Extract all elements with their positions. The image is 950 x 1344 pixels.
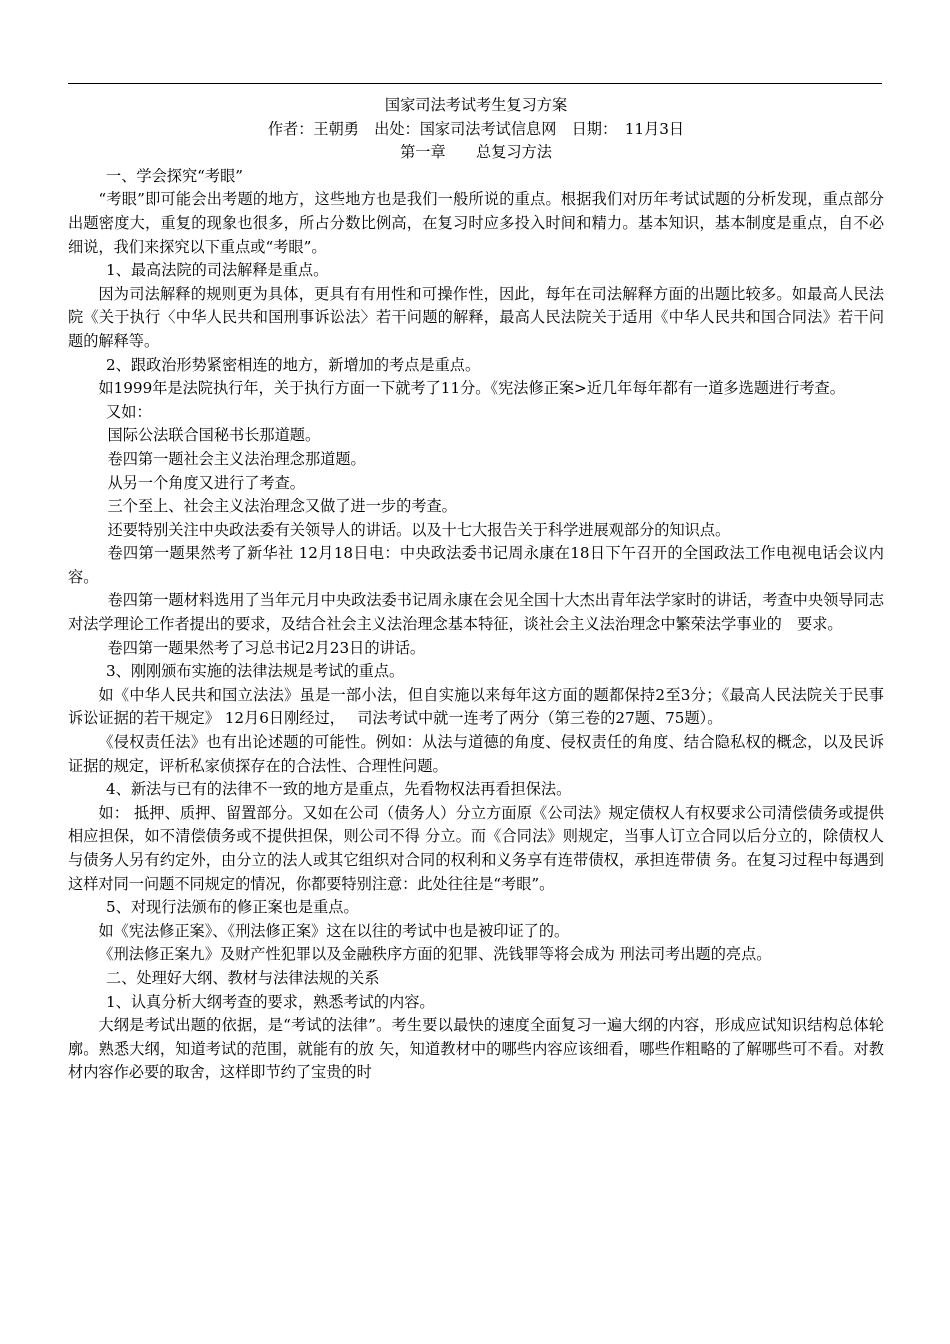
subheading: 2、跟政治形势紧密相连的地方，新增加的考点是重点。 [106, 355, 481, 374]
paragraph: 三个至上、社会主义法治理念又做了进一步的考查。 [107, 497, 457, 516]
paragraph: 国际公法联合国秘书长那道题。 [107, 426, 321, 445]
paragraph: 从另一个角度又进行了考查。 [107, 473, 305, 492]
document-page [68, 94, 884, 1085]
doc-title: 国家司法考试考生复习方案 [384, 96, 568, 114]
section-heading: 一、学会探究“考眼” [106, 166, 244, 185]
paragraph: 如1999年是法院执行年，关于执行方面一下就考了11分。《宪法修正案>近几年每年都有一道多选题进行考查。 [98, 379, 845, 398]
subheading: 3、刚刚颁布实施的法律法规是考试的重点。 [106, 662, 405, 681]
subheading: 1、认真分析大纲考查的要求，熟悉考试的内容。 [106, 992, 435, 1011]
paragraph: 《侵权责任法》也有出论述题的可能性。例如：从法与道德的角度、侵权责任的角度、结合隐私权的概念，以及民诉证据的规定，评析私家侦探存在的合法性、合理性问题。 [68, 733, 884, 775]
subheading: 5、对现行法颁布的修正案也是重点。 [106, 898, 359, 917]
doc-byline: 作者：王朝勇 出处：国家司法考试信息网 日期： 11月3日 [267, 119, 685, 138]
paragraph: 如《宪法修正案》、《刑法修正案》这在以往的考试中也是被印证了的。 [98, 921, 570, 940]
paragraph: “考眼”即可能会出考题的地方，这些地方也是我们一般所说的重点。根据我们对历年考试试题的分析发现，重点部分出题密度大，重复的现象也很多，所占分数比例高，在复习时应多投入时间和精力。基本知识，基本制度是重点，自不必细说，我们来探究以下重点或“考眼”。 [68, 190, 884, 256]
paragraph: 大纲是考试出题的依据，是“考试的法律”。考生要以最快的速度全面复习一遍大纲的内容，形成应试知识结构总体轮廓。熟悉大纲，知道考试的范围，就能有的放 矢，知道教材中的哪些内容应该细看，哪些作粗略的了解哪些可不看。对教材内容作必要的取舍，这样即节约了宝贵的时 [68, 1016, 884, 1082]
paragraph: 因为司法解释的规则更为具体，更具有有用性和可操作性，因此，每年在司法解释方面的出题比较多。如最高人民法院《关于执行〈中华人民共和国刑事诉讼法〉若干问题的解释，最高人民法院关于适用《中华人民共和国合同法》若干问题的解释等。 [68, 284, 884, 350]
subheading: 4、新法与已有的法律不一致的地方是重点，先看物权法再看担保法。 [106, 780, 572, 799]
paragraph: 又如： [106, 402, 152, 421]
paragraph: 卷四第一题果然考了新华社 12月18日电：中央政法委书记周永康在18日下午召开的全国政法工作电视电话会议内容。 [68, 544, 884, 586]
paragraph: 《刑法修正案九》及财产性犯罪以及金融秩序方面的犯罪、洗钱罪等将会成为 刑法司考出题的亮点。 [98, 945, 772, 964]
subheading: 1、最高法院的司法解释是重点。 [106, 261, 329, 280]
paragraph: 还要特别关注中央政法委有关领导人的讲话。以及十七大报告关于科学进展观部分的知识点。 [107, 520, 731, 539]
paragraph: 如《中华人民共和国立法法》虽是一部小法，但自实施以来每年这方面的题都保持2至3分；《最高人民法院关于民事诉讼证据的若干规定》 12月6日刚经过， 司法考试中就一连考了两分（第三卷的27题、75题）。 [68, 685, 884, 728]
section-heading: 二、处理好大纲、教材与法律法规的关系 [106, 968, 380, 987]
paragraph: 卷四第一题果然考了习总书记2月23日的讲话。 [107, 638, 426, 657]
paragraph: 卷四第一题材料选用了当年元月中央政法委书记周永康在会见全国十大杰出青年法学家时的讲话，考查中央领导同志对法学理论工作者提出的要求，及结合社会主义法治理念基本特征，谈社会主义法治理念中繁荣法学事业的 要求。 [68, 591, 884, 634]
chapter-heading: 第一章 总复习方法 [400, 143, 552, 162]
paragraph: 如： 抵押、质押、留置部分。又如在公司（债务人）分立方面原《公司法》规定债权人有权要求公司清偿债务或提供相应担保，如不清偿债务或不提供担保，则公司不得 分立。而《合同法》则规定，当事人订立合同以后分立的，除债权人与债务人另有约定外，由分立的法人或其它组织对合同的权利和义务享有连带债权，承担连带债 务。在复习过程中每遇到这样对同一问题不同规定的情况，你都要特别注意：此处往往是“考眼”。 [68, 803, 884, 893]
header-rule [68, 83, 882, 84]
paragraph: 卷四第一题社会主义法治理念那道题。 [107, 449, 366, 468]
